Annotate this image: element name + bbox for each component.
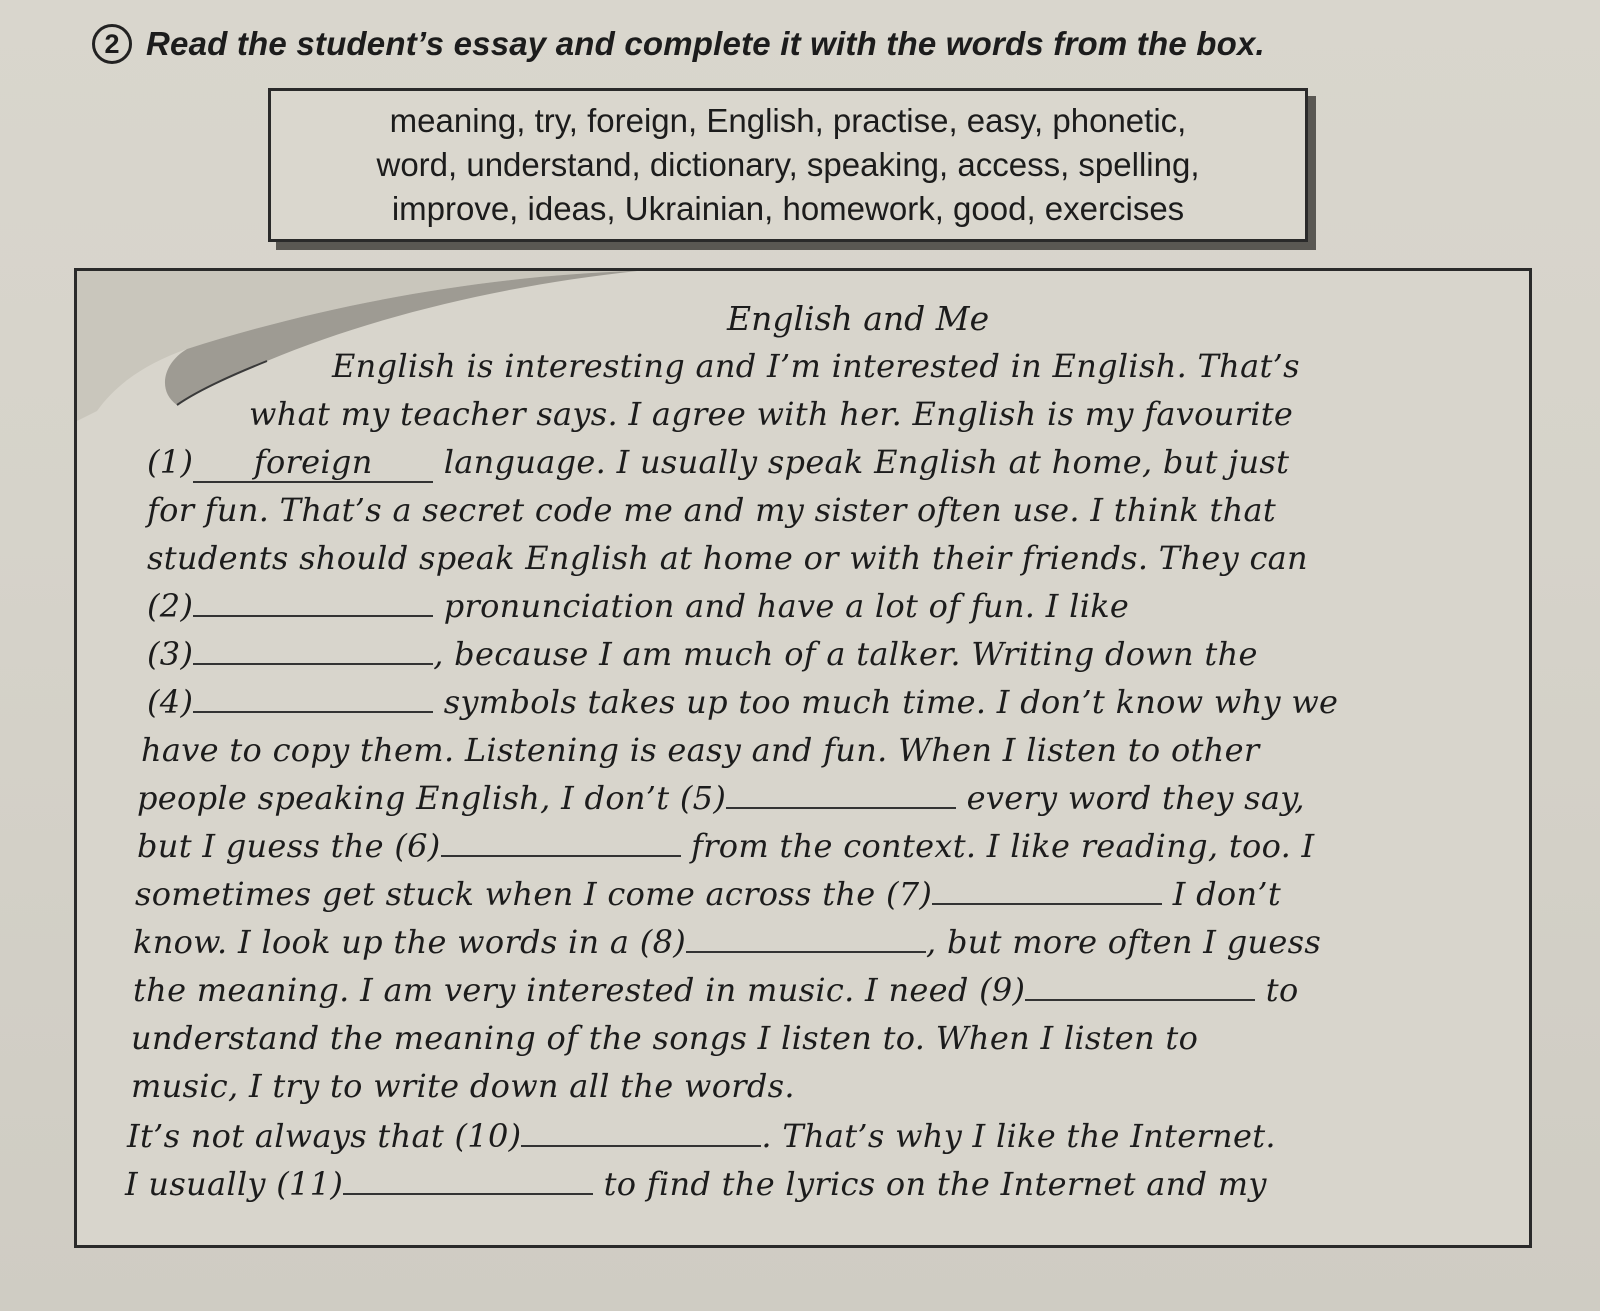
word-box bbox=[268, 88, 1308, 242]
answer-blank-11[interactable] bbox=[343, 1193, 593, 1195]
essay-line: English is interesting and I’m interested in English. That’s bbox=[332, 347, 1300, 385]
essay-title: English and Me bbox=[727, 299, 990, 338]
essay-text: every word they say, bbox=[956, 779, 1305, 817]
essay-text: to find the lyrics on the Internet and my bbox=[593, 1165, 1267, 1203]
essay-line: have to copy them. Listening is easy and fun. When I listen to other bbox=[141, 731, 1260, 769]
answer-blank-9[interactable] bbox=[1025, 999, 1255, 1001]
exercise-instruction: Read the student’s essay and complete it with the words from the box. bbox=[146, 25, 1265, 62]
essay-text: I don’t bbox=[1162, 875, 1282, 913]
item-number: (3) bbox=[147, 635, 194, 673]
word-box-line: meaning, try, foreign, English, practise, easy, phonetic, bbox=[389, 102, 1187, 139]
essay-line bbox=[127, 1117, 1276, 1155]
essay-line: music, I try to write down all the words. bbox=[131, 1067, 795, 1105]
essay-text: but I guess the (6) bbox=[137, 827, 441, 865]
essay-line bbox=[147, 635, 1258, 673]
essay-line bbox=[135, 875, 1281, 913]
essay-line bbox=[133, 923, 1321, 961]
exercise-number: 2 bbox=[92, 24, 132, 64]
essay-text: the meaning. I am very interested in music. I need (9) bbox=[133, 971, 1026, 1009]
essay-line bbox=[147, 683, 1338, 721]
essay-line: understand the meaning of the songs I listen to. When I listen to bbox=[131, 1019, 1199, 1057]
essay-line: what my teacher says. I agree with her. English is my favourite bbox=[249, 395, 1294, 433]
essay-line bbox=[137, 779, 1305, 817]
answer-blank-1[interactable]: foreign bbox=[193, 443, 433, 483]
item-number: (2) bbox=[147, 587, 194, 625]
essay-line: for fun. That’s a secret code me and my sister often use. I think that bbox=[147, 491, 1277, 529]
item-number: (1) bbox=[147, 443, 194, 481]
answer-blank-5[interactable] bbox=[726, 807, 956, 809]
exercise-heading bbox=[92, 14, 1572, 74]
answer-blank-4[interactable] bbox=[193, 711, 433, 713]
answer-blank-10[interactable] bbox=[521, 1145, 761, 1147]
item-number: (4) bbox=[147, 683, 194, 721]
essay-line bbox=[147, 443, 1289, 483]
answer-blank-3[interactable] bbox=[193, 663, 433, 665]
essay-text: people speaking English, I don’t (5) bbox=[137, 779, 727, 817]
essay-text: , but more often I guess bbox=[926, 923, 1322, 961]
essay-text: know. I look up the words in a (8) bbox=[133, 923, 687, 961]
essay-text: sometimes get stuck when I come across the (7) bbox=[135, 875, 933, 913]
essay-text: , because I am much of a talker. Writing down the bbox=[433, 635, 1258, 673]
essay-text: . That’s why I like the Internet. bbox=[761, 1117, 1276, 1155]
word-box-line: improve, ideas, Ukrainian, homework, good, exercises bbox=[391, 190, 1185, 227]
essay-line bbox=[133, 971, 1299, 1009]
essay-text: I usually (11) bbox=[125, 1165, 344, 1203]
essay-text: pronunciation and have a lot of fun. I like bbox=[433, 587, 1130, 625]
answer-blank-7[interactable] bbox=[932, 903, 1162, 905]
essay-line bbox=[125, 1165, 1267, 1203]
essay-text: from the context. I like reading, too. I bbox=[680, 827, 1315, 865]
answer-blank-2[interactable] bbox=[193, 615, 433, 617]
answer-blank-8[interactable] bbox=[686, 951, 926, 953]
essay-text: It’s not always that (10) bbox=[127, 1117, 522, 1155]
word-box-line: word, understand, dictionary, speaking, access, spelling, bbox=[376, 146, 1200, 183]
essay-text: to bbox=[1255, 971, 1299, 1009]
essay-text: language. I usually speak English at home, but just bbox=[433, 443, 1290, 481]
essay-line bbox=[137, 827, 1314, 865]
essay-box bbox=[74, 268, 1532, 1248]
essay-line bbox=[147, 587, 1129, 625]
essay-text: symbols takes up too much time. I don’t know why we bbox=[433, 683, 1339, 721]
essay-line: students should speak English at home or with their friends. They can bbox=[147, 539, 1308, 577]
answer-blank-6[interactable] bbox=[441, 855, 681, 857]
